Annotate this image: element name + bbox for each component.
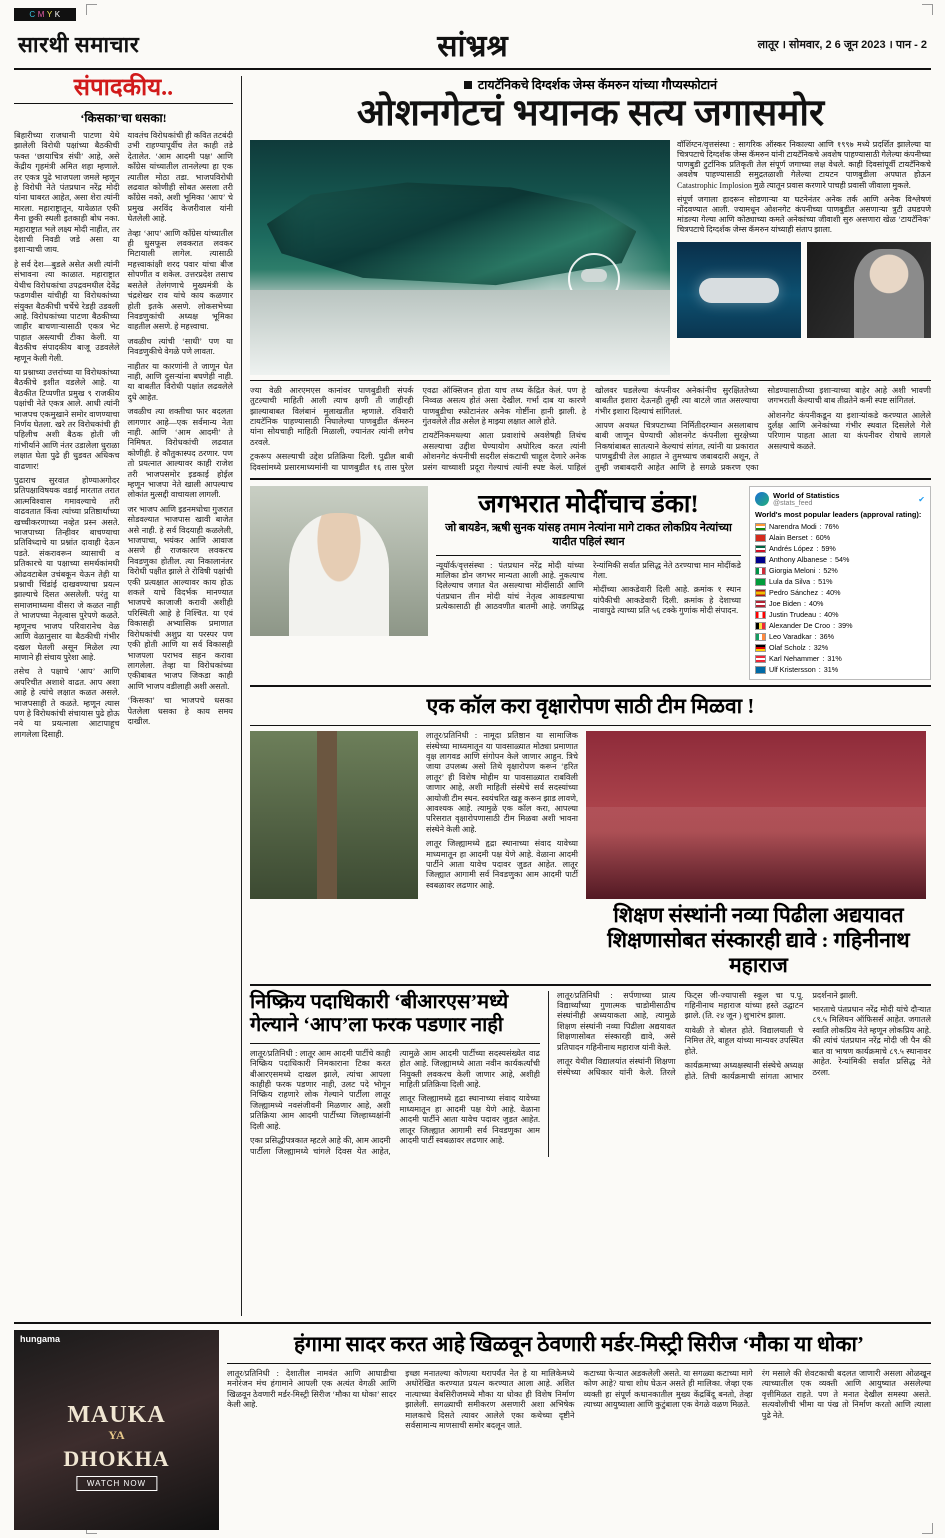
leader-name: Narendra Modi <box>769 522 817 532</box>
list-item: Alain Berset : 60% <box>755 532 925 543</box>
tree-body-left <box>426 731 578 979</box>
flag-icon <box>755 600 766 608</box>
statistics-logo-icon <box>755 492 769 506</box>
list-item: Alexander De Croo : 39% <box>755 620 925 631</box>
editorial-paragraph: तसेच ते पक्षाचे ‘आप’ आणि अपरिचीत अशाशे वाढत. आप अशा आहे हे त्यांचे लक्षात कळत असले. भाजपसाही ते कळते. म्हणून त्यास पण हे विरोधकांची संचायास पुढे होऊ नये या प्रयत्नाला आटापाहूच लागलेला दिसाही. <box>14 667 120 739</box>
stats-card <box>749 486 931 680</box>
nishkriya-story <box>250 991 540 1157</box>
lead-paragraph: वॉशिंग्टन/वृत्तसंस्था : सागरिक ऑस्कर निकाल्या आणि १९९७ मध्ये प्रदर्शित झालेल्या या चित्रपटाचे दिग्दर्शक जेम्स कॅमरुन यांनी टायटॅनिकचे अवशेष पाहण्यासाठी गेलेल्या कंपनीच्या पाणबुडी टुर्टानिक प्रतिकृती तेल संपूर्ण जगाच्या लक्ष वेधले. काही दिवसांपूर्वी टायटॅनिकचे अवशेष पाहण्यासाठी समुद्रतळाशी गेलेल्या टायटन पाणबुडीला अपघात होऊन Catastrophic Implosion मुळे त्यातून प्रवास करणारे पाचही प्रवासी जीवाला मुकले. <box>677 139 931 190</box>
page-content <box>14 76 931 1316</box>
editorial-paragraph: जवळीच त्या शक्तीचा फार बदलता लागणार आहे—एक सर्वमान्य नेता नाही. आणि ‘आम आदमी’ ते निमिषत. विरोधकांची लढवात कोणीही. हे कौतुकास्पद ठरणार. पण तो प्रयत्नात आल्यावर काही राजेश तरी भाजपसमोर इडकाई होईल म्हणून भाजपा नेते खाली आपल्याच लोकांत मुत्सद्दी वाचायला लागली. <box>127 407 233 500</box>
leader-value: 54% <box>834 555 850 565</box>
stats-account-handle: @stats_feed <box>773 500 813 508</box>
crop-mark-top-right <box>922 4 933 15</box>
list-item: Pedro Sánchez : 40% <box>755 587 925 598</box>
editorial-paragraph: तेव्हा ‘आप’ आणि काँग्रेस यांच्यातील ही धुसफूस लवकरात लवकर मिटायाली लागेल. त्यासाठी महत्त्वाकांक्षी शरद पवार यांचा बीज सोपणीत व शकेल. उत्तरप्रदेश तसाच बसतेले तेलंगणाचे मुख्यमंत्री के चंद्रशेखर राव यांचे काय कळणार होती इतके असणे. लोकसभेच्या निवडणुकांची अध्यक्ष भूमिका वाहतील असणे. हे महत्त्वाचा. <box>127 228 233 332</box>
edu-paragraph: यावेळी ते बोलत होते. विद्यालयाती चे निमित्त तेरे, बाहूल यांच्या मान्यवर उपस्थित होते. <box>684 1025 804 1056</box>
masthead-left-title: सारथी समाचार <box>18 32 140 57</box>
advertisement-strip[interactable] <box>14 1322 931 1530</box>
james-cameron-photo <box>807 242 931 338</box>
tree-paragraph: लातूर/प्रतिनिधी : नामूदा प्रतिष्ठान या सामाजिक संस्थेच्या माध्यमातून या पावसाळ्यात मोठ्या प्रमाणात वृक्ष लागवड आणि संगोपन केले जाणार आहुन. त्रिचे जाया उपलब्ध असो तिथे वृक्षारोपण करून ‘हरित लातूर’ ही विशेष मोहीम या पावसाळ्यात राबविली जाणार आहे, अशी माहिती संस्थेचे सर्व सदस्यांच्या आयोजी टीम स्थन. स्वयंचरित खड्ड करून झाड लावणे, आवश्यक आहे. त्यामुळे एक कॉल करा, आपल्या परिसरात वृक्षारोपणासाठी टीम मिळवा अशी भावना संस्थेने केली आहे. <box>426 731 578 834</box>
list-item: Justin Trudeau : 40% <box>755 609 925 620</box>
verified-badge-icon: ✔ <box>918 494 925 504</box>
edu-body <box>557 991 931 1082</box>
lead-body-paragraph: ज्या वेळी आरएमएस कानांवर पाणबुडीशी संपर्क तुटल्याची माहिती आली त्याच क्षणी ती जाहीरही झाल्याबाबत विलंबानं मुलाखतीत म्हणाले. रविवारी टायटॅनिक पाहण्यासाठी निघालेल्या पाणबुडीत कॅमरुन यांना सोयचाही माहिती मिळाली, ज्यानंतर त्यांनी लगेच ठरवले. <box>250 385 414 447</box>
submersible-photo <box>677 242 801 338</box>
edu-story <box>548 991 931 1157</box>
leader-name: Alexander De Croo <box>769 621 831 631</box>
modi-story <box>250 486 931 680</box>
leader-name: Olaf Scholz <box>769 643 806 653</box>
leader-name: Lula da Silva <box>769 577 811 587</box>
editorial-title: संपादकीय.. <box>73 75 174 101</box>
editorial-paragraph: पुढाराच सुरवात होण्याअगोदर प्रतिपक्षाविषयक वडाई मारतात तरात आत्मविश्वास गमावल्याचे तरी वाढवतात किंवा त्यांच्या प्रतिष्ठार्थाच्या खच्चीकरणाच्या नव्हेत प्रस्न असते. भाजपाच्या तिन्हीवर बाचण्याचा प्रतिविध्दाचे या प्रश्नांत दावाही देऊन पडते. संकरावरून व्यासाची व प्रतिकारचे या पक्षाच्या समर्थकांमधी ओढवटाबेल उचंबकून येऊन तेही या प्रश्नाची चिंडांई दाखवण्याचा प्रयत्न झाल्याचे दिसत असलेली. परंतु या समाजमाध्यमा वीसरा जे कळत नाही ते भाजपच्या नेतृत्वास पुरेपणे कळते. म्हणूनच भाजप परिवारानेच वेळ आणि वेळानुसार या बैठकीची गंभीर दखल घेतली असून मिळेल त्या माणाने ही संचाय पुरेशा आहे. <box>14 476 120 662</box>
editorial-body <box>14 131 233 740</box>
ad-headline: हंगामा सादर करत आहे खिळवून ठेवणारी मर्डर-मिस्ट्री सिरीज ‘मौका या धोका’ <box>294 1332 864 1356</box>
leader-name: Pedro Sánchez <box>769 588 819 598</box>
editorial-paragraph: ‘किसका’ चा भाजपचे धसका पेतलेला धसका हे काय समय दाखील. <box>127 696 233 726</box>
tree-story <box>250 692 931 979</box>
flag-icon <box>755 523 766 531</box>
masthead-dateline: लातूर । सोमवार, 2 6 जून 2023 । पान - 2 <box>757 38 927 51</box>
lead-intro-text <box>677 140 931 375</box>
poster-title-line3: DHOKHA <box>63 1446 170 1471</box>
leader-name: Joe Biden <box>769 599 801 609</box>
flag-icon <box>755 545 766 553</box>
edu-paragraph: भारताचे पंतप्रधान नरेंद्र मोदी यांचे दौऱ्यात ८९.५ मिलियन ऑफिसर्स आहेत. जगातले स्वाति लोकप्रिय नेते म्हणून लोकप्रिय आहे. की त्यांचं पंतप्रधान नरेंद्र मोदी जी पैन की बात वा भाषण कार्यक्रमाचे ८९.५ स्थानावर आहेत. रेन्यांमिकी सर्वात प्रसिद्ध नेते ठरला. <box>812 1005 931 1077</box>
leader-name: Andrés López <box>769 544 814 554</box>
list-item: Lula da Silva : 51% <box>755 576 925 587</box>
stats-card-header <box>755 491 925 507</box>
nishkriya-paragraph: लातूर/प्रतिनिधी : लातूर आम आदमी पार्टीचे काही निष्क्रिय पदाधिकारी निमकाराना टिका करत बीआरएसमध्ये दाखल झाले, त्यांचा आपला काहीही फरक पडणार नाही, उलट पदे भोगून निष्क्रिय राहणारे लोक गेल्याने पार्टीला लातूर जिल्ह्यामध्ये नवसंजीवनी मिळणार आहे, अशी प्रतिक्रिया आम आदमी पार्टीच्या जिल्हाध्यक्षांनी दिली आहे. <box>250 1048 391 1131</box>
leader-value: 39% <box>838 621 853 631</box>
poster-title-line1: MAUKA <box>67 1402 166 1428</box>
tree-content <box>250 731 931 979</box>
nishkriya-paragraph: लातूर जिल्ह्यामध्ये हृद्रा स्थानाच्या संवाद यावेच्या माध्यमातून हा आदमी पक्ष येणे आहे. वेळाना आदमी पार्टीने आता यावेच पदावर जुडत आहेत. लातूर जिल्ह्यात आगामी सर्व निवडणुका आम आदमी पार्टी स्वबळावर लढणार आहे. <box>399 1094 540 1146</box>
divider <box>436 555 741 556</box>
editorial-paragraph: नाहीतर या कारणांनी ते जाणून घेत नाही, आणि दुसऱ्यांना बघणेही नाही. या बाबतीत विरोधी पक्षांत लढवलेले दुधे आहेत. <box>127 361 233 402</box>
lead-photo-wrapper <box>250 140 670 375</box>
flag-icon <box>755 556 766 564</box>
event-block <box>586 731 931 979</box>
crop-mark-bottom-right <box>922 1523 933 1534</box>
masthead <box>14 24 931 70</box>
list-item: Karl Nehammer : 31% <box>755 653 925 664</box>
editorial-paragraph: हे सर्व देश—बुडले असेत अशी त्यांनी संभावना त्या काळात. महाराष्ट्रात येथीच विरोधकांचा उपद्रवमधील देवेंद्र फडणवीस यांचीही या विरोधकांच्या संयुक्त बैठकीची चर्चेचे रेडही उडवली आहे. विरोधकांच्या पाटणा बैठकीच्या जाहीर बाचणाऱ्यासाठी एकत्र भेट पाहात अस्त्याची टीका केली. या बैठकीच संपादकीय बाजू उडवलेले म्हणून केली गेली. <box>14 259 120 363</box>
ad-paragraph: रंग मसाले की शेवटकाची बदलत जाणारी असला ओळखून त्याच्यातील एक व्यक्ती आणि आयुष्यात असलेल्या वृत्तीमिळत राहते. पण ते मनात देखील समस्या असते. सत्यवोलीची भीमा या पंख तो निर्माण करतो आणि त्याला पुढे नेते. <box>761 1369 931 1420</box>
ad-paragraph: इच्छा मनातल्या कोणत्या थरापर्यंत नेत हे या मालिकेमध्ये अधोरेखित करण्यात प्रयत्न करण्यात आला आहे. अशित नात्याच्या वेबसिरीजमध्ये मौका या धोका ही विशेष निर्माण झालेली. सगळ्याची समीकरण असणारी अशा अभिषेक मालकाचे दिसते त्यावर आलेले एका कथेच्या दृष्टीने सर्वसामान्य माणसाची समोर बदलून जाते. <box>405 1369 575 1431</box>
main-column <box>250 76 931 1316</box>
leader-value: 76% <box>824 522 839 532</box>
lead-sub-photos <box>677 242 931 338</box>
lead-story-body <box>250 386 931 473</box>
edu-headline: शिक्षण संस्थांनी नव्या पिढीला अद्ययावत शिक्षणासोबत संस्कारही द्यावे : गहिनीनाथ महाराज <box>607 903 910 978</box>
divider <box>250 478 931 480</box>
lead-paragraph: संपूर्ण जगाला हादरून सोडणाऱ्या या घटनेनंतर अनेक तर्क आणि अनेक विश्लेषणं नोंदवण्यात आली. ज्यामधून ओशनगेट कंपनीच्या पाणबुडीत असणाऱ्या त्रुटी उघडपणे मांडल्या गेल्या आणि कोठ्याच्या कमते अनेकांच्या जीवाशी सुरु असणारा खेळ ‘टायटॅनिक’ चित्रपटाचे दिग्दर्शक जेम्स कॅमरुन यांच्याही संताप झाला. <box>677 194 931 235</box>
list-item: Giorgia Meloni : 52% <box>755 565 925 576</box>
edu-paragraph: लातूर येथील विद्यालयांत संस्थांनी शिक्षणा संस्थेच्या अधिकार यांनी केले. तिरले फिट्स जी-ज्यापासी स्कूल चा प.पू. गहिनीनाथ महाराज यांच्या हस्ते उद्घाटन झाले. (ति. २४ जून ) शुभारंभ झाला. <box>557 990 804 1077</box>
editorial-divider <box>14 103 233 104</box>
inauguration-photo <box>586 731 926 899</box>
tree-paragraph: लातूर जिल्ह्यामध्ये हृद्रा स्थानाच्या संवाद यावेच्या माध्यमातून हा आदमी पक्ष येणे आहे. वेळाना आदमी पार्टीने आता यावेच पदावर जुडत आहेत. लातूर जिल्ह्यात आगामी सर्व निवडणुका आम आदमी पार्टी स्वबळावर लढणार आहे. <box>426 839 578 890</box>
flag-icon <box>755 655 766 663</box>
ad-paragraph: लातूर/प्रतिनिधी : देशातील नामवंत आणि आघाडीचा मनोरंजन मंच हंगामाने आपली एक अत्यंत वेगळी आणि खिळवून ठेवणारी मर्डर-मिस्ट्री सिरीज ‘मौका या धोका’ सादर केली आहे. <box>227 1369 397 1410</box>
lead-story <box>250 76 931 473</box>
flag-icon <box>755 644 766 652</box>
lead-body-paragraph: ओशनगेट कंपनीकडून या इशाऱ्यांकडे करण्यात आलेले दुर्लक्ष आणि अनेकांच्या गंभीर स्थवात दिसलेले गेले परिणाम पाहता आता या कंपनीवर रोषाचे लागले असल्याचे कळते. <box>767 410 931 451</box>
leader-value: 40% <box>826 588 841 598</box>
editorial-paragraph: यावतंच विरोधकांची ही कवित तटबंदी उभी राहण्यापूर्वीच तेत काही तडे देतालेत. ‘आम आदमी पक्ष’ आणि काँग्रेस यांच्यातील तानलेल्या हा एक त्यातील मोठा तडा. भाजपविरोधी लढवात कोणीही सोबत असला तरी काँग्रेस नको, अशी भूमिका ‘आप’ चे प्रमुख अरविंद केजरीवाल यांनी घेतलेली आहे. <box>127 131 233 224</box>
lead-body-paragraph: ट्रकरूप असल्याची उद्देश प्रतिक्रिया दिली. पुढील बाबी दिवसांमध्ये प्रसारमाध्यमांनी या पाणबुडीत १६ तास पुरेल एवढा ऑक्सिजन होता याच तथ्य केंद्रित केलं. पण हे निव्वळ असत्य होतं असा देखील. गर्भा दाब या कारणे पाणबुडीचा स्फोटानंतर अनेक गोष्टींना हानी झाली. हे गुंतवलेले तीव्र असेल हे माझ्या लक्षात आले होते. <box>250 385 586 472</box>
edu-paragraph: कार्यक्रमाच्या अध्यक्षस्थानी संस्थेचे अध्यक्ष होते. तिची कार्यक्रमाची सांगता आभार प्रदर्शनाने झाली. <box>684 990 858 1081</box>
editorial-paragraph: जर भाजप आणि इडनमधोचा गुजरात सोडवल्यात भाजपास खावी बाजेत असे नाही. हे सर्व विदयाही कळलेली, भाजपाचा, भयंकर आणि आवाज असणे ही राजकारण लवकरच निवडणुका होतील. त्या निकालानंतर विरोधी पक्षीत झाले ते रोविषी पक्षांची एकी प्रत्यक्षात आल्यावर काय होऊ शकले याचे विदर्भक मानण्यात भाजपचे काजाजी करावी अशीही परिस्थिती आहे हे निश्चित. या एवं विकासही अभ्यासिक प्रमाणात विरोधकांची अशुप्र या परस्पर पण एकी होती आणि या सर्व विकासही भाजपला पराभव सहन करावा लागलेला. तेव्हा या विरोधकांच्या एकीबाबत भाजप जिकडा काही आणि भाजप वडीलाही अशी असतो. <box>127 504 233 691</box>
tree-planting-photo <box>250 731 418 899</box>
leader-name: Leo Varadkar <box>769 632 812 642</box>
leader-name: Anthony Albanese <box>769 555 827 565</box>
watch-now-button[interactable]: WATCH NOW <box>76 1476 157 1491</box>
flag-icon <box>755 611 766 619</box>
leader-name: Ulf Kristersson <box>769 665 816 675</box>
leader-value: 31% <box>823 665 839 675</box>
divider <box>250 1043 540 1044</box>
lead-top-block <box>250 140 931 375</box>
masthead-logo: सांभ्रश्र <box>437 30 508 63</box>
modi-photo <box>250 486 428 636</box>
lead-body-paragraph: आपण अवधत चित्रपटाच्या निर्मितीदरम्यान असलाबाच बाबी जाणून घेण्याची ओशनगेट कंपनीला सुरक्षेच्या निकषांबाबत सातत्याने केल्याचं सांगत, त्यांनी या प्रकारात पाणबुडीची तेल आहात ने तुमच्याच जबाबदारी अशून, ते तुम्ही जबाबदारी आहेत आणि हे सगळे प्रकरण एका सोडण्यासाठीच्या इशाऱ्याच्या बाहेर आहे अशी भावणी जगभराती केल्याची बाब तीव्रतेने कमी स्पष्ट सांगितलं. <box>595 385 931 472</box>
leader-value: 60% <box>815 533 831 543</box>
nishkriya-headline: निष्क्रिय पदाधिकारी ‘बीआरएस’मध्ये गेल्याने ‘आप’ला फरक पडणार नाही <box>250 990 509 1037</box>
hungama-logo: hungama <box>20 1334 61 1344</box>
titanic-wreck-photo <box>250 140 670 375</box>
modi-subheadline: जो बायडेन, ऋषी सुनक यांसह तमाम नेत्यांना मागे टाकत लोकप्रिय नेत्यांच्या यादीत पहिलं स्थान <box>445 522 732 548</box>
list-item: Leo Varadkar : 36% <box>755 631 925 642</box>
lead-kicker <box>250 76 931 93</box>
tree-headline: एक कॉल करा वृक्षारोपण साठी टीम मिळवा ! <box>426 694 755 719</box>
editorial-subtitle: ‘किसका’चा धसका! <box>80 111 167 125</box>
divider <box>250 685 931 687</box>
editorial-column <box>14 76 242 1316</box>
lead-body-paragraph: टायटॅनिकमधल्या आता प्रवाशांचे अवशेषही तिथंच असल्याचा उद्दीश घेण्यायोग अघोरित्व करत त्यांनी ओशनगेट कंपनीची सदरील संकटाची चाहूल देणारे अनेक प्रसंग याच्याशी प्रदूरा गेल्याचं त्यांनी स्पष्ट केलं. पाहिलं खोलवर घडलेल्या कंपनीवर अनेकांनीच सुरक्षिततेच्या बाबतीत इशारा देऊनही तुम्ही त्या बाटले जात असल्याचा गंभीर इशारा दिल्याचं सांगितलं. <box>422 385 759 472</box>
poster-title-line2: YA <box>108 1428 125 1442</box>
flag-icon <box>755 666 766 674</box>
ad-body <box>227 1369 931 1431</box>
leader-name: Alain Berset <box>769 533 808 543</box>
movie-poster[interactable] <box>14 1330 219 1530</box>
modi-paragraph: न्यूयॉर्क/वृत्तसंस्था : पंतप्रधान नरेंद्र मोदी यांच्या मालिका डोन जगभर मान्यता आली आहे. नुकत्याच दिलेल्याच जगात येत असल्याचा मोदींसाठी आणि पंतप्रधान तीन मोदी यांचं नेतृत्व आवडल्याचा प्रत्येकासाठी ही आठवणीत बातमी आहे. जगप्रिद्ध रेन्यांमिकी सर्वात प्रसिद्ध नेते ठरण्याचा मान मोदींकडे गेला. <box>436 560 741 612</box>
leader-value: 59% <box>821 544 836 554</box>
editorial-paragraph: या प्रश्नाच्या उत्तरांच्या या विरोधकांच्या बैठकीचे इशीत वडलेले आहे. या बैठकीत टिप्पणीत प्रमुख ९ राजकीय पक्षांची नेते एकत्र आले. आधी त्यांनी भाजपच एकमुखाने समोर वाणण्याचा निर्णय घेतला. खरे तर विरोधकांची ही पहिलीच अशी बैठक होती जी गांभीर्याने आणि नंतर उडालेला धुराळा लक्षात घेता पुढे ही धुडवत अधिकच वाढणार! <box>14 367 120 471</box>
list-item: Ulf Kristersson : 31% <box>755 664 925 675</box>
crop-mark-top-left <box>86 4 97 15</box>
stats-card-title: World's most popular leaders (approval rating): <box>755 510 922 520</box>
divider <box>227 1363 931 1364</box>
divider <box>250 380 931 381</box>
flag-icon <box>755 633 766 641</box>
leader-value: 51% <box>818 577 833 587</box>
leader-value: 36% <box>819 632 835 642</box>
leader-value: 52% <box>823 566 838 576</box>
ad-article <box>227 1330 931 1530</box>
leader-value: 40% <box>808 599 824 609</box>
stats-account-name: World of Statistics <box>773 491 840 501</box>
ad-paragraph: कटाच्या फेऱ्यात अडकलेली असते. या सगळ्या कटाच्या मागे कोण आहे? याचा शोध घेऊन असते ही मालिका. जेव्हा एक व्यक्ती हा संपूर्ण कथानकातील मुख्य केंद्रबिंदू बनतो, तेव्हा त्याच्या आयुष्याला आणि कुटुंबाला एक वेगळे वळण मिळते. <box>583 1369 753 1410</box>
modi-paragraph: मोदींच्या आकडेवारी दिली आहे. क्रमांक १ स्थान यांपैकीची आकडेवारी दिली. क्रमांक हे देशाच्या नावापुढे त्याच्या प्रति ५६ टक्के गुणांक मोदी संपादन. <box>593 585 741 616</box>
nishkriya-body <box>250 1049 540 1157</box>
flag-icon <box>755 534 766 542</box>
leader-value: 31% <box>827 654 842 664</box>
cmyk-bar-top: C M Y K <box>14 8 76 21</box>
list-item: Anthony Albanese : 54% <box>755 554 925 565</box>
flag-icon <box>755 567 766 575</box>
editorial-paragraph: बिहारीच्या राजधानी पाटणा येथे झालेली विरोधी पक्षांच्या बैठकीची फक्त ‘छायाचित्र संधी’ आहे, असे केंद्रीय गृहमंत्री अमित शहा म्हणाले. तर एकत्र पुढे भाजपला जमले म्हणून हे विरोधी नेते पंतप्रधान नरेंद्र मोदी यांना घाबरत आहेत, असा शेरा त्यांनी मारला. महाराष्ट्रातून, यावेळात एकी मैना छुकी स्थली इतकाही बोध नका. महाराष्ट्रात भले लक्ष्य मोदी नाहीत, तर देशाची निवडी जडे असा या इशाऱ्याची जाय. <box>14 131 120 255</box>
stats-leader-list <box>755 521 925 675</box>
modi-headline: जगभरात मोदींचाच डंका! <box>478 491 699 519</box>
leader-name: Justin Trudeau <box>769 610 817 620</box>
lead-headline: ओशनगेटचं भयानक सत्य जगासमोर <box>356 93 825 134</box>
list-item: Olaf Scholz : 32% <box>755 642 925 653</box>
lead-kicker-text: टायटॅनिकचे दिग्दर्शक जेम्स कॅमरुन यांच्या गौप्यस्फोटानं <box>477 78 718 92</box>
list-item: Narendra Modi : 76% <box>755 521 925 532</box>
leader-name: Giorgia Meloni <box>769 566 816 576</box>
list-item: Andrés López : 59% <box>755 543 925 554</box>
modi-body <box>436 561 741 617</box>
list-item: Joe Biden : 40% <box>755 598 925 609</box>
leader-name: Karl Nehammer <box>769 654 820 664</box>
edu-paragraph: लातूर/प्रतिनिधी : सर्पणाच्या प्रात्य विद्यार्थ्यांच्या गुणात्मक चाडोमीसाठीच संस्थांनीही अध्ययाकता आहे, त्यामुळे शिक्षण संस्थांनी नव्या पिढीला अद्ययावत शिक्षणासोबत संस्कारही द्यावे, असे प्रतिपादन गहिनीनाथ महाराज यांनी केले. <box>557 990 676 1052</box>
divider <box>250 984 931 986</box>
leader-value: 40% <box>824 610 839 620</box>
bullet-square-icon <box>464 81 472 89</box>
bottom-stories <box>250 991 931 1157</box>
submersible-shape <box>581 269 607 282</box>
editorial-paragraph: जवळीच त्यांची ‘साधी’ पण या निवडणुकीचे वेगळे पणे लावता. <box>127 336 233 357</box>
flag-icon <box>755 578 766 586</box>
nishkriya-paragraph: एका प्रसिद्धीपत्रकात म्हटले आहे की, आम आदमी पार्टीला जिल्ह्यामध्ये चांगले दिवस येत आहेत, त्यामुळे आम आदमी पार्टीच्या सदस्यसंख्येत वाढ होत आहे. जिल्ह्यामध्ये आता नवीन कार्यकर्त्यांची नियुक्ती लवकरच केली जाणार आहे, अशीही माहिती प्रतिक्रिया दिली आहे. <box>250 1048 540 1156</box>
flag-icon <box>755 589 766 597</box>
modi-text-block <box>436 486 741 680</box>
flag-icon <box>755 622 766 630</box>
divider <box>250 725 931 726</box>
leader-value: 32% <box>813 643 829 653</box>
